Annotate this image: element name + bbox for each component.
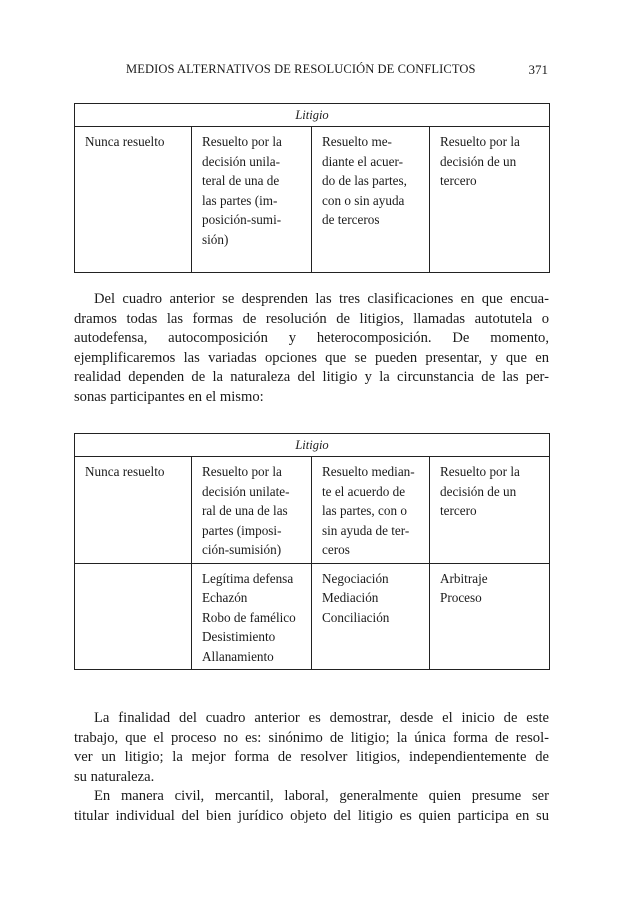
cell-line: las partes (im-	[202, 192, 278, 208]
cell-line: decisión de un	[440, 483, 517, 499]
cell-line: Nunca resuelto	[85, 464, 165, 479]
table-cell-unilateral	[192, 127, 312, 273]
table-cell-acuerdo	[312, 457, 430, 564]
table-title: Litigio	[75, 434, 550, 457]
cell-line: posición-sumi-	[202, 212, 282, 227]
paragraph-line: ejemplificaremos las variadas opciones que se pueden presentar, y que en	[74, 349, 549, 366]
cell-line: las partes, con o	[322, 503, 407, 518]
table-title-row	[75, 434, 550, 457]
paragraph-line: dramos todas las formas de resolución de litigios, llamadas autotutela o	[74, 310, 549, 327]
table-title-row	[75, 104, 550, 127]
paragraph-line: Del cuadro anterior se desprenden las tres clasificaciones en que encua-	[94, 291, 549, 307]
paragraph-line: sonas participantes en el mismo:	[74, 388, 264, 405]
table-row	[75, 127, 550, 273]
cell-line: sión)	[202, 231, 229, 247]
cell-line: decisión unila-	[202, 153, 281, 169]
cell-line: Robo de famélico	[202, 609, 296, 625]
table-cell-autocomposicion-examples	[312, 563, 430, 670]
paragraph-line: La finalidad del cuadro anterior es demostrar, desde el inicio de este	[94, 710, 549, 726]
paragraph-1	[74, 290, 549, 408]
running-header	[74, 62, 548, 84]
cell-line: de terceros	[322, 212, 380, 227]
table-cell-acuerdo	[312, 127, 430, 273]
paragraph-line: autodefensa, autocomposición y heterocomposición. De momento,	[74, 330, 549, 347]
cell-line: Legítima defensa	[202, 570, 294, 586]
cell-line: Conciliación	[322, 609, 390, 625]
cell-line: ceros	[322, 542, 350, 557]
cell-line: ral de una de las	[202, 503, 288, 518]
table-cell-heterocomposicion-examples	[430, 563, 550, 670]
page-number: 371	[528, 62, 548, 77]
table-title: Litigio	[75, 104, 550, 127]
cell-line: decisión de un	[440, 153, 517, 169]
cell-line: con o sin ayuda	[322, 192, 405, 208]
cell-line: tercero	[440, 503, 477, 518]
cell-line: Resuelto por la	[202, 134, 282, 149]
cell-line: Echazón	[202, 590, 248, 605]
cell-line: teral de una de	[202, 173, 280, 188]
cell-line: diante el acuer-	[322, 153, 404, 169]
table-cell-nunca-resuelto	[75, 457, 192, 564]
cell-line: Resuelto median-	[322, 464, 415, 479]
cell-line: partes (imposi-	[202, 522, 282, 538]
cell-line: Resuelto por la	[440, 134, 520, 149]
paragraph-line: su naturaleza.	[74, 768, 155, 785]
table-cell-nunca-resuelto	[75, 127, 192, 273]
litigio-table-2	[74, 433, 550, 670]
cell-line: Resuelto me-	[322, 134, 392, 149]
table-cell-tercero	[430, 457, 550, 564]
litigio-table-1	[74, 103, 550, 273]
cell-line: do de las partes,	[322, 173, 407, 188]
paragraph-line: titular individual del bien jurídico objeto del litigio es quien participa en su	[74, 807, 549, 824]
table-row	[75, 457, 550, 564]
cell-line: ción-sumisión)	[202, 542, 282, 557]
paragraph-line: ver un litigio; la mejor forma de resolver litigios, independientemente de	[74, 749, 549, 766]
cell-line: Allanamiento	[202, 648, 274, 664]
cell-line: Resuelto por la	[440, 464, 520, 479]
cell-line: Resuelto por la	[202, 464, 282, 479]
cell-line: sin ayuda de ter-	[322, 522, 410, 538]
cell-line: Nunca resuelto	[85, 134, 165, 149]
table-row	[75, 563, 550, 670]
cell-line: te el acuerdo de	[322, 483, 406, 499]
running-title: MEDIOS ALTERNATIVOS DE RESOLUCIÓN DE CONFLICTOS	[126, 62, 476, 76]
table-cell-empty	[75, 563, 192, 670]
paragraph-line: En manera civil, mercantil, laboral, generalmente quien presume ser	[94, 788, 549, 805]
cell-line: Proceso	[440, 590, 482, 605]
paragraph-line: realidad dependen de la naturaleza del litigio y la circunstancia de las per-	[74, 369, 549, 386]
paragraph-line: trabajo, que el proceso no es: sinónimo de litigio; la única forma de resol-	[74, 729, 549, 746]
cell-line: Mediación	[322, 590, 379, 605]
cell-line: decisión unilate-	[202, 483, 290, 499]
cell-line: Arbitraje	[440, 570, 488, 586]
table-cell-unilateral	[192, 457, 312, 564]
cell-line: Negociación	[322, 570, 389, 586]
cell-line: tercero	[440, 173, 477, 188]
paragraph-2	[74, 709, 549, 827]
cell-line: Desistimiento	[202, 629, 276, 644]
table-cell-tercero	[430, 127, 550, 273]
table-cell-autotutela-examples	[192, 563, 312, 670]
